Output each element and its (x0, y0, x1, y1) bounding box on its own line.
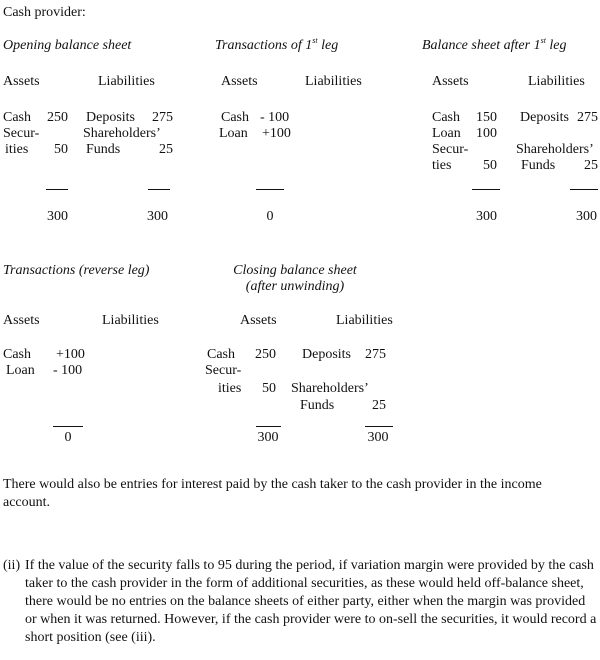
opening-asset-label: Secur- (3, 126, 40, 141)
closing-asset-value: 50 (262, 381, 276, 396)
reverse-leg-assets-header: Assets (3, 313, 40, 328)
closing-liabilities-total: 300 (367, 430, 389, 445)
first-leg-total-rule (256, 189, 284, 190)
closing-liability-label: Funds (300, 398, 335, 413)
after-first-leg-liability-label: Deposits (520, 110, 569, 125)
after-first-leg-liability-label: Shareholders’ (516, 142, 594, 157)
closing-assets-total: 300 (257, 430, 279, 445)
after-first-leg-liabilities-header: Liabilities (528, 74, 585, 89)
after-first-leg-liabilities-total: 300 (576, 209, 597, 224)
after-first-leg-assets-total-rule (472, 189, 500, 190)
closing-liability-label: Deposits (302, 347, 351, 362)
after-first-leg-title: Balance sheet after 1st leg (422, 36, 567, 53)
reverse-leg-asset-value: +100 (56, 347, 85, 362)
after-first-leg-liability-value: 275 (577, 110, 598, 125)
first-leg-asset-value: - 100 (260, 110, 290, 125)
closing-asset-label: Cash (207, 347, 235, 362)
opening-liabilities-total: 300 (147, 209, 168, 224)
opening-asset-label: ities (5, 142, 29, 157)
closing-asset-label: Secur- (205, 363, 242, 378)
item-ii-text: If the value of the security falls to 95 during the period, if variation margin were provided by the cash taker to the cash provider in the form of additional securities, as these would held off-balance sheet, there would be no entries on the balance sheets of either party, either when the margin was provided or when it was returned. However, if the cash provider were to on-sell the securities, it would record a short position (see (iii). (25, 558, 597, 645)
after-first-leg-assets-total: 300 (476, 209, 497, 224)
reverse-leg-asset-value: - 100 (53, 363, 83, 378)
closing-liabilities-total-rule (365, 426, 393, 427)
first-leg-asset-label: Cash (221, 110, 249, 125)
reverse-leg-asset-label: Cash (3, 347, 31, 362)
closing-asset-label: ities (218, 381, 242, 396)
opening-assets-total-rule (46, 189, 68, 190)
after-first-leg-asset-value: 100 (476, 126, 497, 141)
after-first-leg-assets-header: Assets (432, 74, 469, 89)
opening-liability-label: Shareholders’ (83, 126, 161, 141)
first-leg-assets-header: Assets (221, 74, 258, 89)
closing-assets-total-rule (256, 426, 281, 427)
after-first-leg-asset-label: ties (432, 158, 452, 173)
opening-liability-value: 275 (152, 110, 173, 125)
reverse-leg-asset-label: Loan (6, 363, 35, 378)
first-leg-liabilities-header: Liabilities (305, 74, 362, 89)
after-first-leg-asset-value: 50 (483, 158, 497, 173)
opening-asset-value: 50 (54, 142, 68, 157)
after-first-leg-asset-label: Secur- (432, 142, 469, 157)
first-leg-asset-label: Loan (219, 126, 248, 141)
after-first-leg-liability-value: 25 (584, 158, 598, 173)
opening-assets-total: 300 (47, 209, 68, 224)
opening-liabilities-total-rule (148, 189, 170, 190)
closing-liability-value: 275 (365, 347, 386, 362)
closing-subtitle: (after unwinding) (245, 279, 345, 294)
opening-liabilities-header: Liabilities (98, 74, 155, 89)
opening-liability-value: 25 (159, 142, 173, 157)
section-heading: Cash provider: (3, 5, 86, 20)
opening-title: Opening balance sheet (3, 38, 132, 53)
reverse-leg-title: Transactions (reverse leg) (3, 263, 150, 278)
closing-assets-header: Assets (240, 313, 277, 328)
opening-liability-label: Funds (86, 142, 121, 157)
opening-assets-header: Assets (3, 74, 40, 89)
after-first-leg-asset-value: 150 (476, 110, 497, 125)
reverse-leg-total-rule (53, 426, 83, 427)
first-leg-assets-total: 0 (266, 209, 274, 224)
first-leg-title: Transactions of 1st leg (215, 36, 339, 53)
opening-asset-value: 250 (47, 110, 68, 125)
after-first-leg-liability-label: Funds (521, 158, 556, 173)
closing-asset-value: 250 (255, 347, 276, 362)
after-first-leg-liabilities-total-rule (570, 189, 598, 190)
closing-title: Closing balance sheet (233, 263, 357, 278)
closing-liability-value: 25 (372, 398, 386, 413)
item-ii-marker: (ii) (3, 558, 21, 573)
interest-note: There would also be entries for interest paid by the cash taker to the cash provider in the income account. (3, 477, 542, 510)
reverse-leg-assets-total: 0 (64, 430, 72, 445)
opening-asset-label: Cash (3, 110, 31, 125)
opening-liability-label: Deposits (86, 110, 135, 125)
reverse-leg-liabilities-header: Liabilities (102, 313, 159, 328)
after-first-leg-asset-label: Loan (432, 126, 461, 141)
after-first-leg-asset-label: Cash (432, 110, 460, 125)
first-leg-asset-value: +100 (262, 126, 291, 141)
closing-liability-label: Shareholders’ (291, 381, 369, 396)
closing-liabilities-header: Liabilities (336, 313, 393, 328)
